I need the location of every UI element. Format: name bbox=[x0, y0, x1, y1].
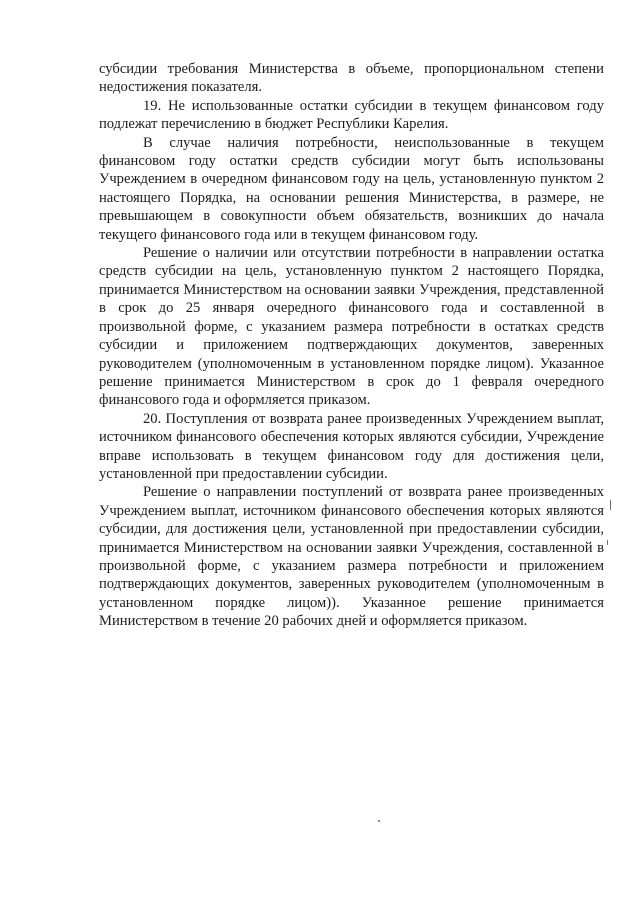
paragraph-balance-decision: Решение о наличии или отсутствии потребности в направлении остатка средств субсидии на цель, установленную пунктом 2 настоящего Порядка, принимается Министерством на основании заявки Учреждения, представленной в срок до 25 января очередного финансового года и составленной в произвольной форме, с указанием размера потребности в остатках средств субсидии и приложением подтверждающих документов, заверенных руководителем (уполномоченным в установленном порядке лицом). Указанное решение принимается Министерством в срок до 1 февраля очередного финансового года и оформляется приказом. bbox=[99, 245, 604, 409]
scan-speck bbox=[378, 820, 380, 822]
paragraph-unused-balance: В случае наличия потребности, неиспользованные в текущем финансовом году остатки средств субсидии могут быть использованы Учреждением в очередном финансовом году на цель, установленную пунктом 2 настоящего Порядка, на основании решения Министерства, в размере, не превышающем в совокупности объем обязательств, возникших до начала текущего финансового года или в текущем финансовом году. bbox=[99, 134, 604, 243]
paragraph-receipts-decision: Решение о направлении поступлений от возврата ранее произведенных Учреждением выплат, источником финансового обеспечения которых являются субсидии, для достижения цели, установленной при предоставлении субсидии, принимается Министерством на основании заявки Учреждения, составленной в произвольной форме, с указанием размера потребности и приложением подтверждающих документов, заверенных руководителем (уполномоченным в установленном порядке лицом)). Указанное решение принимается Министерством в течение 20 рабочих дней и оформляется приказом. bbox=[99, 484, 604, 630]
document-body bbox=[99, 60, 604, 631]
paragraph-item-19: 19. Не использованные остатки субсидии в текущем финансовом году подлежат перечислению в бюджет Республики Карелия. bbox=[99, 97, 604, 133]
scan-speck bbox=[610, 500, 611, 510]
scan-speck bbox=[607, 540, 608, 545]
paragraph-item-20: 20. Поступления от возврата ранее произведенных Учреждением выплат, источником финансового обеспечения которых являются субсидии, Учреждение вправе использовать в текущем финансовом году для достижения цели, установленной при предоставлении субсидии. bbox=[99, 410, 604, 482]
paragraph-continuation: субсидии требования Министерства в объеме, пропорциональном степени недостижения показателя. bbox=[99, 61, 604, 96]
